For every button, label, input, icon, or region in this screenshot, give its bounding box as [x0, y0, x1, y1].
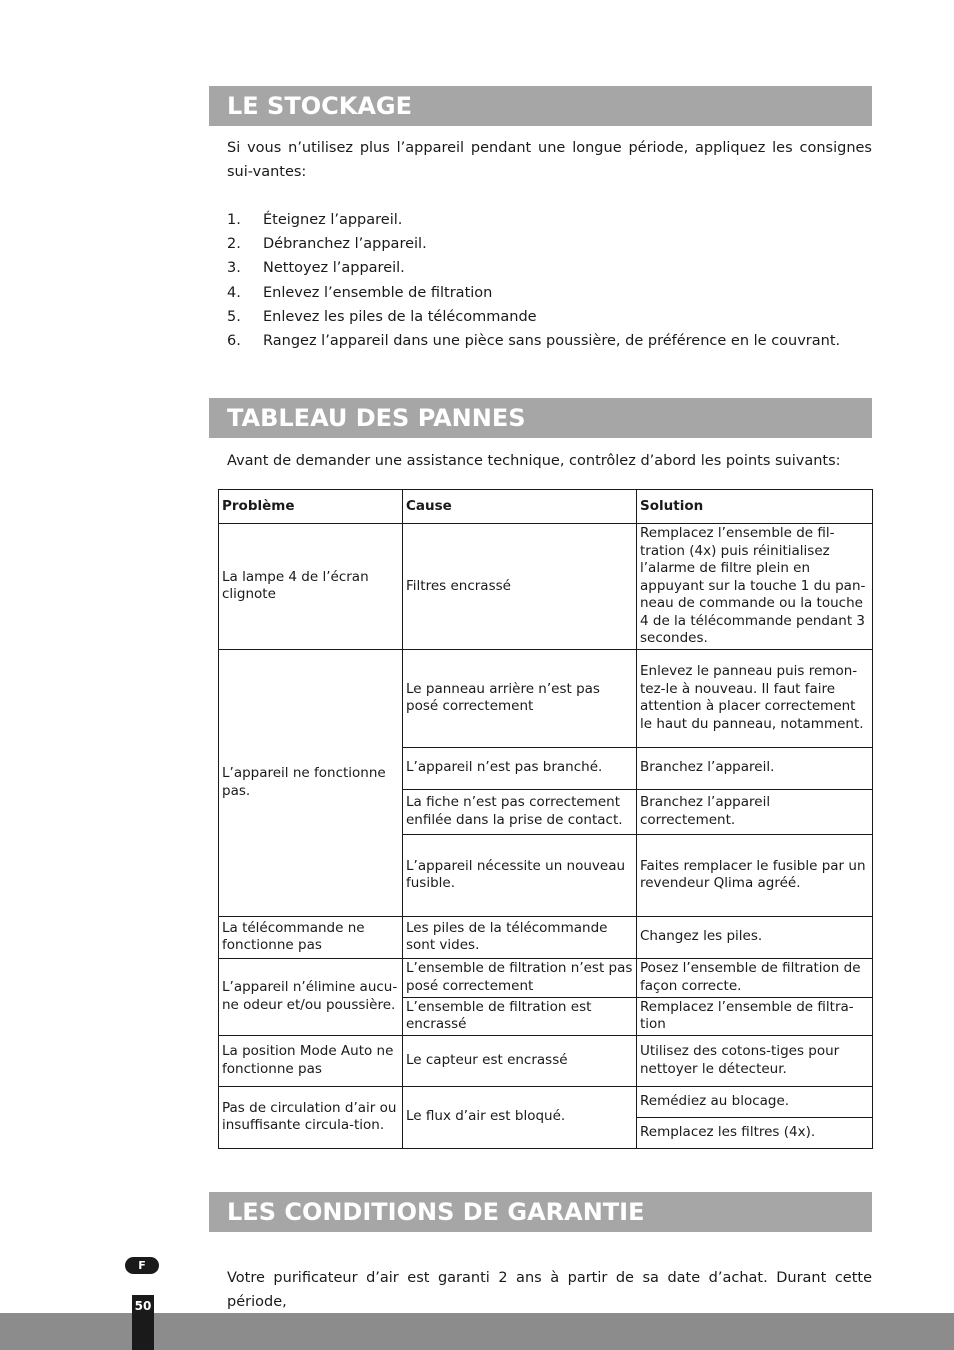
- table-header-row: [219, 490, 873, 524]
- list-item: [227, 305, 872, 329]
- table-row: [219, 1035, 873, 1086]
- table-row: [219, 649, 873, 747]
- warranty-heading: LES CONDITIONS DE GARANTIE: [209, 1192, 872, 1232]
- step-text: Débranchez l’appareil.: [263, 236, 427, 253]
- solution-cell: Branchez l’appareil correctement.: [637, 789, 873, 834]
- list-item: [227, 256, 872, 280]
- storage-heading: LE STOCKAGE: [209, 86, 872, 126]
- list-item: [227, 232, 872, 256]
- list-item: [227, 281, 872, 305]
- cause-cell: L’appareil nécessite un nouveau fusible.: [403, 834, 637, 916]
- list-item: [227, 329, 872, 353]
- cause-cell: L’appareil n’est pas branché.: [403, 747, 637, 789]
- step-text: Éteignez l’appareil.: [263, 212, 403, 228]
- troubleshooting-table: [218, 489, 873, 1149]
- step-number: 1.: [227, 212, 241, 228]
- solution-cell: Remplacez l’ensemble de filtra-tion: [637, 997, 873, 1035]
- step-number: 5.: [227, 308, 241, 325]
- solution-cell: Faites remplacer le fusible par un revendeur Qlima agréé.: [637, 834, 873, 916]
- header-solution: Solution: [637, 490, 873, 524]
- header-cause: Cause: [403, 490, 637, 524]
- problem-cell: Pas de circulation d’air ou insuffisante circula-tion.: [219, 1086, 403, 1148]
- step-text: Enlevez l’ensemble de filtration: [263, 284, 493, 301]
- solution-cell: Remplacez l’ensemble de fil-tration (4x) puis réinitialisez l’alarme de filtre plein en appuyant sur la touche 1 du pan-neau de commande ou la touche 4 de la télécommande pendant 3 secondes.: [637, 524, 873, 650]
- page-number: 50: [132, 1295, 154, 1350]
- step-text: Rangez l’appareil dans une pièce sans poussière, de préférence en le couvrant.: [263, 332, 841, 349]
- solution-cell: Changez les piles.: [637, 916, 873, 958]
- cause-cell: L’ensemble de filtration n’est pas posé correctement: [403, 958, 637, 997]
- storage-steps: [227, 208, 872, 353]
- problem-cell: La lampe 4 de l’écran clignote: [219, 524, 403, 650]
- table-row: [219, 958, 873, 997]
- cause-cell: Le panneau arrière n’est pas posé correctement: [403, 649, 637, 747]
- problem-cell: La position Mode Auto ne fonctionne pas: [219, 1035, 403, 1086]
- language-badge: F: [125, 1257, 159, 1274]
- header-problem: Problème: [219, 490, 403, 524]
- troubleshooting-intro: Avant de demander une assistance technique, contrôlez d’abord les points suivants:: [227, 453, 841, 469]
- problem-cell: L’appareil n’élimine aucu-ne odeur et/ou poussière.: [219, 958, 403, 1035]
- step-number: 6.: [227, 332, 241, 349]
- step-text: Enlevez les piles de la télécommande: [263, 308, 537, 325]
- troubleshooting-heading: TABLEAU DES PANNES: [209, 398, 872, 438]
- problem-cell: L’appareil ne fonctionne pas.: [219, 649, 403, 916]
- table-row: [219, 916, 873, 958]
- cause-cell: Le flux d’air est bloqué.: [403, 1086, 637, 1148]
- step-number: 4.: [227, 284, 241, 301]
- solution-cell: Remédiez au blocage.: [637, 1086, 873, 1117]
- storage-intro: Si vous n’utilisez plus l’appareil pendant une longue période, appliquez les consignes sui-vantes:: [227, 140, 872, 180]
- step-number: 2.: [227, 236, 241, 253]
- solution-cell: Remplacez les filtres (4x).: [637, 1117, 873, 1148]
- step-text: Nettoyez l’appareil.: [263, 260, 405, 277]
- warranty-intro: Votre purificateur d’air est garanti 2 ans à partir de sa date d’achat. Durant cette période,: [227, 1270, 872, 1310]
- step-number: 3.: [227, 260, 241, 277]
- problem-cell: La télécommande ne fonctionne pas: [219, 916, 403, 958]
- table-row: [219, 1086, 873, 1117]
- table-row: [219, 524, 873, 650]
- solution-cell: Branchez l’appareil.: [637, 747, 873, 789]
- solution-cell: Posez l’ensemble de filtration de façon correcte.: [637, 958, 873, 997]
- cause-cell: La fiche n’est pas correctement enfilée dans la prise de contact.: [403, 789, 637, 834]
- list-item: [227, 208, 872, 232]
- cause-cell: Filtres encrassé: [403, 524, 637, 650]
- solution-cell: Enlevez le panneau puis remon-tez-le à nouveau. Il faut faire attention à placer correctement le haut du panneau, notamment.: [637, 649, 873, 747]
- cause-cell: Le capteur est encrassé: [403, 1035, 637, 1086]
- cause-cell: L’ensemble de filtration est encrassé: [403, 997, 637, 1035]
- solution-cell: Utilisez des cotons-tiges pour nettoyer le détecteur.: [637, 1035, 873, 1086]
- cause-cell: Les piles de la télécommande sont vides.: [403, 916, 637, 958]
